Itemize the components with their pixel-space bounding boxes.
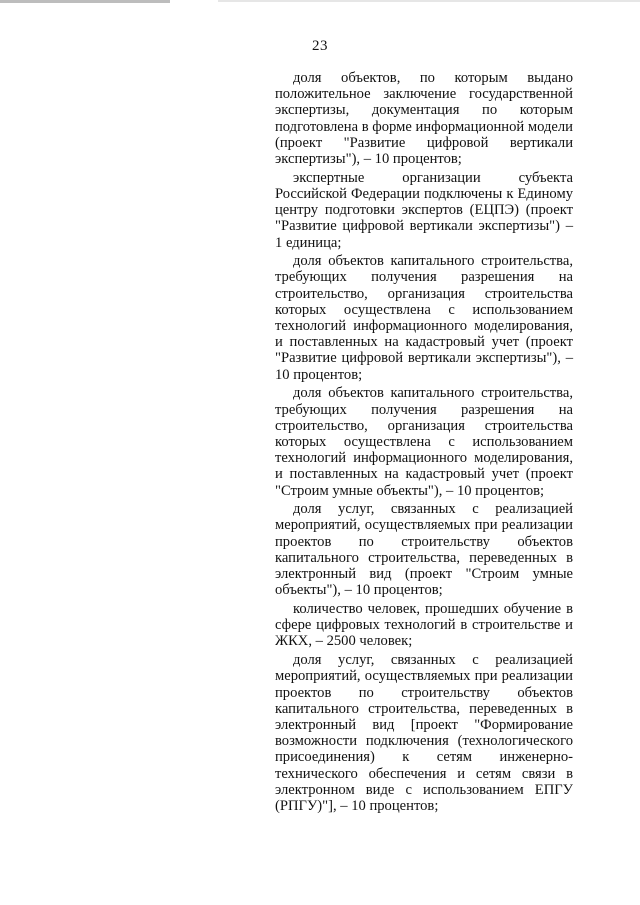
- scan-edge-mark: [0, 0, 170, 3]
- paragraph-expert-organizations: экспертные организации субъекта Российской Федерации подключены к Единому центру подготовки экспертов (ЕЦПЭ) (проект "Развитие цифровой вертикали экспертизы") – 1 единица;: [275, 169, 573, 251]
- paragraph-trained-people: количество человек, прошедших обучение в сфере цифровых технологий в строительстве и ЖКХ, – 2500 человек;: [275, 601, 573, 650]
- paragraph-cadastral-objects-smart: доля объектов капитального строительства, требующих получения разрешения на строительство, организация строительства которых осуществлена с использованием технологий информационного моделирования, и поставленных на кадастровый учет (проект "Строим умные объекты"), – 10 процентов;: [275, 385, 573, 499]
- page-number: 23: [312, 38, 328, 54]
- paragraph-electronic-services-smart: доля услуг, связанных с реализацией мероприятий, осуществляемых при реализации проектов по строительству объектов капитального строительства, переведенных в электронный вид (проект "Строим умные объекты"), – 10 процентов;: [275, 501, 573, 599]
- paragraph-cadastral-objects-expertise: доля объектов капитального строительства, требующих получения разрешения на строительство, организация строительства которых осуществлена с использованием технологий информационного моделирования, и поставленных на кадастровый учет (проект "Развитие цифровой вертикали экспертизы"), – 10 процентов;: [275, 253, 573, 383]
- paragraph-electronic-services-connection: доля услуг, связанных с реализацией мероприятий, осуществляемых при реализации проектов по строительству объектов капитального строительства, переведенных в электронный вид [проект "Формирование возможности подключения (технологического присоединения) к сетям инженерно-технического обеспечения и сетям связи в электронном виде с использованием ЕПГУ (РПГУ)"], – 10 процентов;: [275, 652, 573, 814]
- paragraph-bim-expertise-share: доля объектов, по которым выдано положительное заключение государственной экспертизы, документация по которым подготовлена в форме информационной модели (проект "Развитие цифровой вертикали экспертизы"), – 10 процентов;: [275, 70, 573, 168]
- document-body: [275, 70, 573, 817]
- scan-edge-line: [218, 0, 640, 2]
